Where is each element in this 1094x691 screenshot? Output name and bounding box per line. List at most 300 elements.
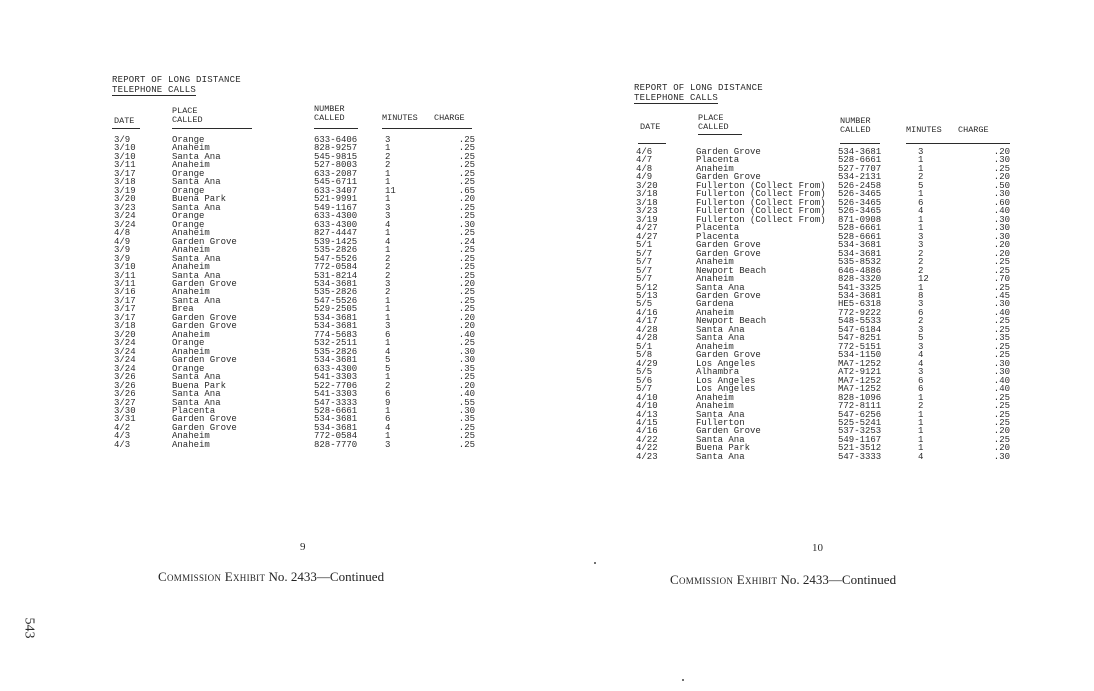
row-place: Fullerton (Collect From) xyxy=(696,214,826,225)
row-date: 5/5 xyxy=(636,367,653,378)
row-place: Garden Grove xyxy=(696,350,761,361)
row-number: 535-2826 xyxy=(314,287,358,298)
row-number: MA7-1252 xyxy=(838,375,882,386)
scan-speck xyxy=(594,562,596,564)
row-number: 547-5526 xyxy=(314,253,358,264)
row-date: 3/24 xyxy=(114,355,136,366)
row-number: MA7-1252 xyxy=(838,384,882,395)
row-date: 3/18 xyxy=(114,321,136,332)
row-date: 3/24 xyxy=(114,363,136,374)
row-place: Anaheim xyxy=(696,163,734,174)
caption-prefix: Commission Exhibit xyxy=(158,569,266,584)
row-minutes: 1 xyxy=(918,282,924,293)
row-place: Santa Ana xyxy=(172,270,221,281)
row-number: 633-6406 xyxy=(314,135,358,145)
row-charge: .20 xyxy=(993,443,1010,454)
row-date: 3/18 xyxy=(636,189,658,200)
rule-number xyxy=(314,128,358,129)
row-charge: .25 xyxy=(458,422,475,433)
table-row xyxy=(112,204,477,212)
row-charge: .25 xyxy=(458,431,475,442)
row-number: 772-9222 xyxy=(838,307,882,318)
table-row xyxy=(112,144,477,152)
row-minutes: 4 xyxy=(385,236,391,247)
row-place: Anaheim xyxy=(172,143,210,154)
header-number-top: NUMBER xyxy=(314,104,345,114)
table-row xyxy=(112,424,477,432)
table-row xyxy=(634,436,1014,444)
row-number: 772-5151 xyxy=(838,341,882,352)
row-number: 548-5533 xyxy=(838,316,882,327)
row-date: 3/10 xyxy=(114,151,136,162)
report-title-line2: TELEPHONE CALLS xyxy=(112,85,197,95)
caption-suffix: No. 2433—Continued xyxy=(268,569,385,584)
row-place: Santa Ana xyxy=(696,282,745,293)
table-row xyxy=(112,373,477,381)
row-place: Santa Ana xyxy=(696,333,745,344)
row-charge: .25 xyxy=(458,211,475,222)
row-date: 3/27 xyxy=(114,397,136,408)
row-number: 547-3333 xyxy=(314,397,358,408)
row-place: Orange xyxy=(172,168,205,179)
row-number: 527-7707 xyxy=(838,163,882,174)
table-row xyxy=(112,365,477,373)
row-minutes: 1 xyxy=(918,409,924,420)
row-number: 521-9991 xyxy=(314,194,358,205)
row-number: 535-8532 xyxy=(838,257,882,268)
row-place: Orange xyxy=(172,211,205,222)
row-charge: .24 xyxy=(458,236,475,247)
table-row xyxy=(634,275,1014,283)
row-minutes: 6 xyxy=(918,375,924,386)
row-place: Fullerton (Collect From) xyxy=(696,197,826,208)
row-date: 3/17 xyxy=(114,312,136,323)
row-place: Santa Ana xyxy=(696,324,745,335)
table-row xyxy=(112,356,477,364)
row-date: 3/30 xyxy=(114,406,136,416)
table-row xyxy=(112,136,477,144)
table-row xyxy=(634,419,1014,427)
row-number: 535-2826 xyxy=(314,346,358,357)
scan-speck xyxy=(682,679,684,681)
row-date: 4/9 xyxy=(636,172,653,183)
row-place: Placenta xyxy=(696,155,740,166)
table-row xyxy=(634,360,1014,368)
row-minutes: 11 xyxy=(385,185,396,196)
row-minutes: 3 xyxy=(918,299,924,310)
row-charge: .25 xyxy=(458,245,475,256)
row-date: 3/16 xyxy=(114,287,136,298)
row-number: 534-2131 xyxy=(838,172,882,183)
row-date: 4/7 xyxy=(636,155,653,166)
header-place-top: PLACE xyxy=(698,113,724,123)
row-charge: .30 xyxy=(993,214,1010,225)
row-minutes: 1 xyxy=(918,155,924,166)
row-minutes: 3 xyxy=(385,439,391,450)
report-title-line2: TELEPHONE CALLS xyxy=(634,93,719,103)
row-place: Orange xyxy=(172,338,205,349)
row-place: Santa Ana xyxy=(172,202,221,213)
row-minutes: 1 xyxy=(918,189,924,200)
table-row xyxy=(634,394,1014,402)
header-number-bottom: CALLED xyxy=(840,125,871,135)
row-place: Santa Ana xyxy=(172,253,221,264)
row-charge: .25 xyxy=(458,262,475,273)
row-date: 4/27 xyxy=(636,223,658,234)
row-number: 549-1167 xyxy=(314,202,358,213)
row-date: 3/23 xyxy=(114,202,136,213)
row-charge: .30 xyxy=(993,155,1010,166)
row-charge: .25 xyxy=(458,151,475,162)
row-number: 541-3303 xyxy=(314,389,358,400)
row-charge: .25 xyxy=(458,160,475,171)
row-number: AT2-9121 xyxy=(838,367,882,378)
row-number: 633-2087 xyxy=(314,168,358,179)
report-title xyxy=(634,83,1014,104)
row-place: Placenta xyxy=(172,406,216,416)
row-minutes: 3 xyxy=(385,321,391,332)
row-minutes: 2 xyxy=(918,316,924,327)
row-charge: .25 xyxy=(993,409,1010,420)
row-place: Garden Grove xyxy=(172,278,237,289)
row-charge: .25 xyxy=(458,295,475,306)
header-place-top: PLACE xyxy=(172,106,198,116)
row-date: 3/31 xyxy=(114,414,136,425)
row-minutes: 3 xyxy=(385,211,391,222)
row-charge: .20 xyxy=(458,380,475,391)
row-number: 528-6661 xyxy=(838,155,882,166)
row-date: 5/7 xyxy=(636,384,653,395)
rule-minutes-charge xyxy=(906,143,1010,144)
row-minutes: 1 xyxy=(385,228,391,239)
table-row xyxy=(112,238,477,246)
table-row xyxy=(112,187,477,195)
row-place: Los Angeles xyxy=(696,384,756,395)
header-charge: CHARGE xyxy=(958,125,989,135)
row-minutes: 1 xyxy=(385,304,391,315)
table-row xyxy=(112,161,477,169)
row-number: 534-3681 xyxy=(314,312,358,323)
row-place: Buena Park xyxy=(696,443,751,454)
row-number: 534-3681 xyxy=(314,414,358,425)
row-number: 534-3681 xyxy=(838,290,882,301)
row-date: 5/7 xyxy=(636,257,653,268)
row-number: 534-3681 xyxy=(314,278,358,289)
row-charge: .25 xyxy=(458,270,475,281)
row-number: 633-4300 xyxy=(314,211,358,222)
row-number: 534-3681 xyxy=(838,147,882,157)
row-minutes: 1 xyxy=(918,392,924,403)
row-number: 525-5241 xyxy=(838,418,882,428)
row-date: 4/27 xyxy=(636,231,658,242)
table-row xyxy=(112,415,477,423)
row-minutes: 6 xyxy=(385,389,391,400)
row-minutes: 2 xyxy=(385,270,391,281)
row-charge: .25 xyxy=(993,401,1010,412)
row-place: Garden Grove xyxy=(696,426,761,437)
row-number: 633-4300 xyxy=(314,363,358,374)
row-number: 539-1425 xyxy=(314,236,358,247)
row-charge: .25 xyxy=(458,168,475,179)
row-minutes: 8 xyxy=(918,290,924,301)
row-charge: .25 xyxy=(458,304,475,315)
header-place-bottom: CALLED xyxy=(698,122,729,132)
row-place: Fullerton (Collect From) xyxy=(696,180,826,191)
row-date: 3/17 xyxy=(114,304,136,315)
row-minutes: 3 xyxy=(385,135,391,145)
row-charge: .25 xyxy=(993,282,1010,293)
row-minutes: 2 xyxy=(385,262,391,273)
row-minutes: 3 xyxy=(385,202,391,213)
row-date: 3/20 xyxy=(114,194,136,205)
row-minutes: 4 xyxy=(918,358,924,369)
row-charge: .20 xyxy=(458,312,475,323)
row-minutes: 3 xyxy=(918,147,924,157)
row-minutes: 6 xyxy=(918,384,924,395)
table-row xyxy=(634,351,1014,359)
row-place: Anaheim xyxy=(172,262,210,273)
row-minutes: 2 xyxy=(385,380,391,391)
row-number: 547-6184 xyxy=(838,324,882,335)
row-date: 4/16 xyxy=(636,307,658,318)
row-charge: .25 xyxy=(458,372,475,383)
row-minutes: 4 xyxy=(385,346,391,357)
table-row xyxy=(112,399,477,407)
row-place: Garden Grove xyxy=(172,422,237,433)
row-place: Santa Ana xyxy=(696,451,745,462)
row-charge: .35 xyxy=(458,414,475,425)
row-number: 828-1096 xyxy=(838,392,882,403)
row-place: Anaheim xyxy=(696,307,734,318)
report-title xyxy=(112,75,477,96)
row-date: 5/1 xyxy=(636,341,653,352)
row-date: 3/23 xyxy=(636,206,658,217)
row-place: Garden Grove xyxy=(172,355,237,366)
table-row xyxy=(634,300,1014,308)
table-row xyxy=(112,339,477,347)
row-minutes: 5 xyxy=(385,355,391,366)
table-row xyxy=(112,305,477,313)
row-number: 547-5526 xyxy=(314,295,358,306)
row-number: 545-6711 xyxy=(314,177,358,188)
table-row xyxy=(634,402,1014,410)
row-charge: .20 xyxy=(993,240,1010,251)
header-charge: CHARGE xyxy=(434,113,465,123)
row-charge: .25 xyxy=(993,163,1010,174)
row-charge: .20 xyxy=(458,194,475,205)
row-place: Orange xyxy=(172,219,205,230)
table-row xyxy=(112,382,477,390)
row-charge: .40 xyxy=(993,384,1010,395)
table-row xyxy=(634,334,1014,342)
row-place: Orange xyxy=(172,185,205,196)
row-minutes: 1 xyxy=(918,443,924,454)
left-report-sheet xyxy=(112,75,477,584)
row-number: 541-3325 xyxy=(838,282,882,293)
row-minutes: 1 xyxy=(385,338,391,349)
row-date: 4/13 xyxy=(636,409,658,420)
row-charge: .65 xyxy=(458,185,475,196)
row-charge: .55 xyxy=(458,397,475,408)
row-place: Placenta xyxy=(696,231,740,242)
table-row xyxy=(112,221,477,229)
row-charge: .45 xyxy=(993,290,1010,301)
row-date: 4/8 xyxy=(114,228,131,239)
row-place: Fullerton xyxy=(696,418,745,428)
row-minutes: 4 xyxy=(385,219,391,230)
row-minutes: 1 xyxy=(918,223,924,234)
row-place: Anaheim xyxy=(696,257,734,268)
row-charge: .20 xyxy=(993,248,1010,259)
row-minutes: 2 xyxy=(918,401,924,412)
row-date: 4/10 xyxy=(636,392,658,403)
table-row xyxy=(634,292,1014,300)
row-charge: .30 xyxy=(458,355,475,366)
table-row xyxy=(634,368,1014,376)
row-charge: .20 xyxy=(458,321,475,332)
row-date: 3/26 xyxy=(114,372,136,383)
table-row xyxy=(634,377,1014,385)
table-row xyxy=(112,170,477,178)
row-minutes: 1 xyxy=(385,295,391,306)
column-headers xyxy=(112,102,477,128)
row-place: Santa Ana xyxy=(172,177,221,188)
row-date: 4/8 xyxy=(636,163,653,174)
row-minutes: 3 xyxy=(918,341,924,352)
row-minutes: 1 xyxy=(385,312,391,323)
table-row xyxy=(634,250,1014,258)
row-minutes: 2 xyxy=(385,253,391,264)
row-charge: .25 xyxy=(458,253,475,264)
exhibit-caption xyxy=(670,572,896,588)
row-charge: .40 xyxy=(993,307,1010,318)
row-minutes: 6 xyxy=(918,307,924,318)
row-minutes: 1 xyxy=(918,426,924,437)
table-row xyxy=(634,453,1014,461)
row-date: 3/17 xyxy=(114,295,136,306)
row-minutes: 4 xyxy=(918,451,924,462)
row-charge: .30 xyxy=(993,189,1010,200)
row-number: 535-2826 xyxy=(314,245,358,256)
rule-date xyxy=(638,143,666,144)
row-charge: .25 xyxy=(993,265,1010,276)
rule-minutes-charge xyxy=(382,128,472,129)
row-charge: .25 xyxy=(993,392,1010,403)
caption-prefix: Commission Exhibit xyxy=(670,572,778,587)
row-date: 4/15 xyxy=(636,418,658,428)
table-row xyxy=(634,224,1014,232)
row-minutes: 1 xyxy=(385,406,391,416)
row-date: 3/11 xyxy=(114,270,136,281)
row-place: Santa Ana xyxy=(172,295,221,306)
row-date: 3/9 xyxy=(114,253,131,264)
row-place: Anaheim xyxy=(696,392,734,403)
table-row xyxy=(112,153,477,161)
row-minutes: 3 xyxy=(918,324,924,335)
row-charge: .50 xyxy=(993,180,1010,191)
row-place: Anaheim xyxy=(172,228,210,239)
table-row xyxy=(112,348,477,356)
row-number: 774-5683 xyxy=(314,329,358,340)
row-place: Santa Ana xyxy=(696,409,745,420)
row-place: Orange xyxy=(172,135,205,145)
row-number: 528-6661 xyxy=(838,223,882,234)
row-number: 633-3407 xyxy=(314,185,358,196)
row-minutes: 1 xyxy=(385,168,391,179)
table-row xyxy=(634,216,1014,224)
table-row xyxy=(634,148,1014,156)
table-row xyxy=(634,385,1014,393)
table-row xyxy=(634,343,1014,351)
row-minutes: 4 xyxy=(918,350,924,361)
row-charge: .25 xyxy=(458,135,475,145)
row-minutes: 6 xyxy=(385,414,391,425)
row-number: 534-3681 xyxy=(838,240,882,251)
rule-place xyxy=(172,128,252,129)
row-place: Santa Ana xyxy=(172,372,221,383)
table-row xyxy=(112,195,477,203)
row-charge: .30 xyxy=(458,406,475,416)
row-place: Fullerton (Collect From) xyxy=(696,206,826,217)
row-date: 3/10 xyxy=(114,262,136,273)
table-row xyxy=(112,407,477,415)
row-charge: .25 xyxy=(993,324,1010,335)
row-number: 522-7706 xyxy=(314,380,358,391)
row-minutes: 5 xyxy=(918,180,924,191)
rule-date xyxy=(112,128,140,129)
row-place: Newport Beach xyxy=(696,316,767,327)
row-place: Newport Beach xyxy=(696,265,767,276)
row-charge: .60 xyxy=(993,197,1010,208)
row-number: 526-3465 xyxy=(838,206,882,217)
row-number: 528-6661 xyxy=(314,406,358,416)
row-place: Placenta xyxy=(696,223,740,234)
table-row xyxy=(634,309,1014,317)
row-charge: .25 xyxy=(993,341,1010,352)
row-charge: .25 xyxy=(458,287,475,298)
row-charge: .20 xyxy=(993,147,1010,157)
row-date: 3/11 xyxy=(114,278,136,289)
row-date: 3/24 xyxy=(114,338,136,349)
row-charge: .25 xyxy=(993,316,1010,327)
row-charge: .25 xyxy=(993,350,1010,361)
table-row xyxy=(634,156,1014,164)
row-number: 772-0584 xyxy=(314,431,358,442)
row-charge: .40 xyxy=(993,206,1010,217)
row-minutes: 1 xyxy=(385,194,391,205)
row-date: 5/12 xyxy=(636,282,658,293)
row-charge: .40 xyxy=(458,329,475,340)
exhibit-caption xyxy=(158,569,384,585)
row-number: HE5-6318 xyxy=(838,299,882,310)
row-charge: .25 xyxy=(458,338,475,349)
report-title-line1: REPORT OF LONG DISTANCE xyxy=(634,83,763,93)
rule-number xyxy=(840,143,880,144)
row-place: Santa Ana xyxy=(172,397,221,408)
row-number: 526-3465 xyxy=(838,197,882,208)
row-date: 3/19 xyxy=(636,214,658,225)
row-minutes: 1 xyxy=(385,143,391,154)
row-charge: .30 xyxy=(993,299,1010,310)
row-date: 5/7 xyxy=(636,265,653,276)
row-minutes: 6 xyxy=(385,329,391,340)
row-date: 3/10 xyxy=(114,143,136,154)
row-charge: .40 xyxy=(993,375,1010,386)
row-number: 772-0584 xyxy=(314,262,358,273)
row-minutes: 2 xyxy=(918,257,924,268)
row-date: 3/18 xyxy=(114,177,136,188)
row-place: Brea xyxy=(172,304,194,315)
